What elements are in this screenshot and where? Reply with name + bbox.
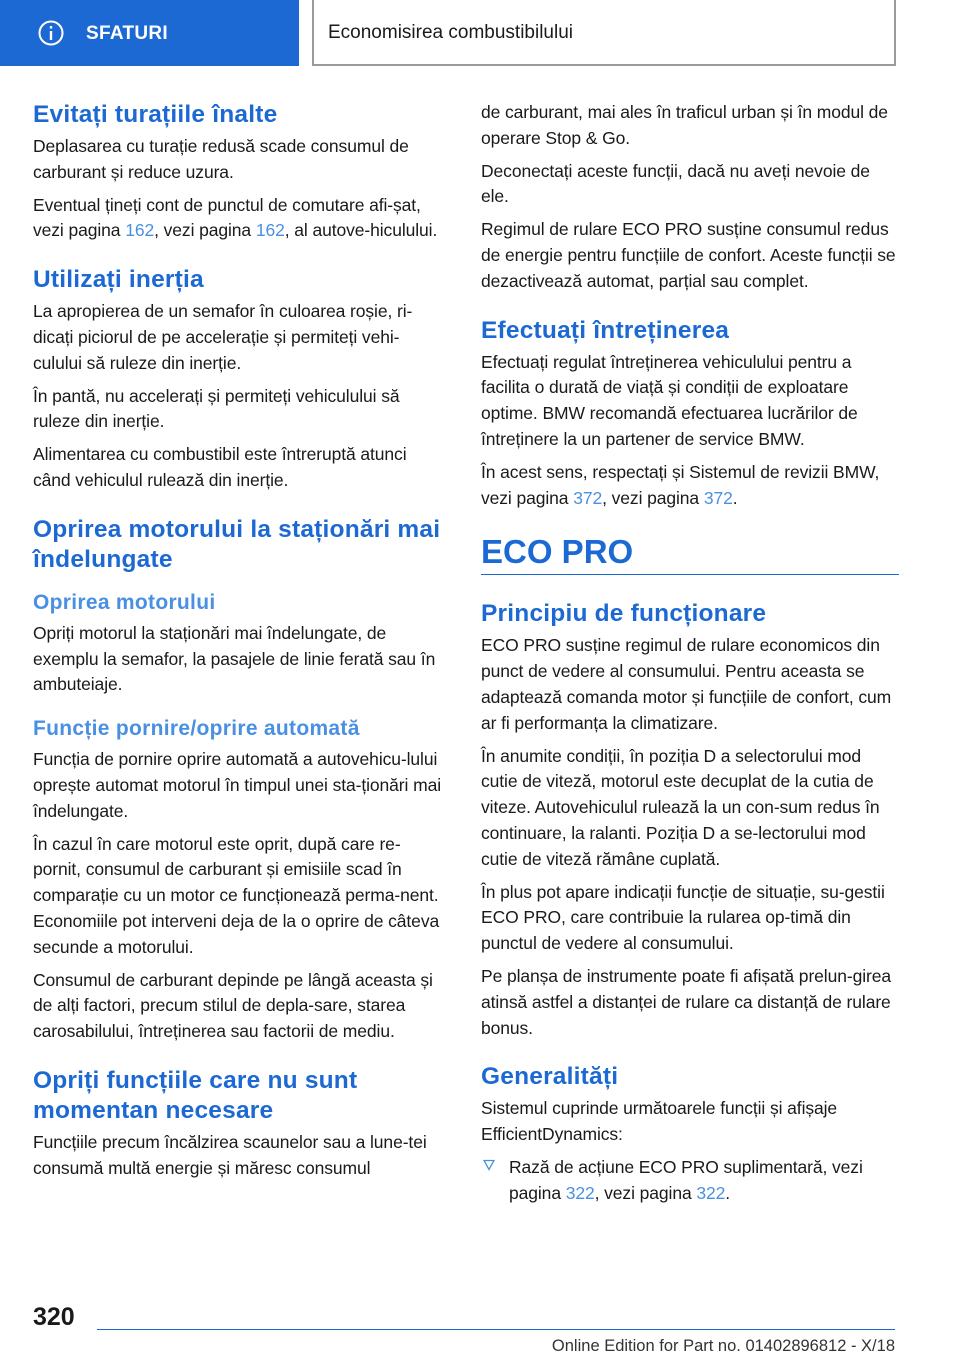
heading-eco-pro: ECO PRO (481, 533, 634, 571)
subheading-functie-pornire-oprire: Funcție pornire/oprire automată (33, 717, 360, 741)
left-column (33, 100, 448, 1189)
heading-generalitati: Generalități (481, 1063, 619, 1091)
right-column (481, 100, 899, 1214)
paragraph: Alimentarea cu combustibil este întreruptă atunci când vehiculul rulează din inerție. (33, 444, 407, 490)
heading-oprirea-motorului-stationari: Oprirea motorului la staționări mai îndelungate (33, 515, 441, 573)
text: Eventual țineți cont de punctul de comutare afi-șat, vezi pagina (33, 194, 421, 241)
paragraph: În anumite condiții, în poziția D a selectorului mod cutie de viteză, motorul este decuplat de la cutia de viteze. Autovehiculul rulează la un con-sum redus în continuare, la ralanti. Poziția D a se-lectorului mod cutie de viteză rămâne cuplată. (481, 745, 880, 869)
text: , vezi pagina (594, 1182, 697, 1203)
subheading-oprirea-motorului: Oprirea motorului (33, 590, 216, 614)
page-link[interactable]: 162 (255, 220, 285, 241)
paragraph: În pantă, nu accelerați și permiteți vehiculului să ruleze din inerție. (33, 385, 400, 432)
heading-principiu-de-functionare: Principiu de funcționare (481, 600, 767, 628)
text: , al autove-hiculului. (284, 220, 438, 241)
page-header (0, 0, 960, 66)
page-link[interactable]: 322 (696, 1182, 726, 1203)
footer-divider (97, 1329, 895, 1330)
page-link[interactable]: 322 (565, 1182, 595, 1203)
chapter-title: Economisirea combustibilului (328, 22, 573, 43)
paragraph: Efectuați regulat întreținerea vehiculului pentru a facilita o durată de viață și condiții de exploatare optime. BMW recomandă efectuarea lucrărilor de întreținere la un partener de service BMW. (481, 351, 858, 449)
paragraph: Sistemul cuprinde următoarele funcții și afișaje EfficientDynamics: (481, 1098, 838, 1145)
heading-utilizati-inertia: Utilizați inerția (33, 266, 204, 294)
paragraph: ECO PRO susține regimul de rulare economicos din punct de vedere al consumului. Pentru aceasta se adaptează comanda motor și funcțiile de confort, cum ar fi performanța la climatizare. (481, 635, 892, 733)
paragraph: Consumul de carburant depinde pe lângă aceasta și de alți factori, precum stilul de depla-sare, starea carosabilului, întreținerea sau factorii de mediu. (33, 969, 433, 1042)
chapter-title-box (312, 0, 896, 66)
page-link[interactable]: 372 (703, 487, 733, 508)
heading-opriti-functiile: Opriți funcțiile care nu sunt momentan necesare (33, 1066, 358, 1124)
page-link[interactable]: 372 (573, 487, 603, 508)
text: În acest sens, respectați și Sistemul de revizii BMW, vezi pagina (481, 461, 880, 508)
text: Rază de acțiune ECO PRO suplimentară, vezi pagina (509, 1156, 863, 1203)
paragraph: Funcția de pornire oprire automată a autovehicu-lului oprește automat motorul în timpul unei sta-ționări mai îndelungate. (33, 749, 441, 821)
page-number: 320 (33, 1303, 75, 1331)
paragraph (481, 460, 899, 512)
heading-evitati-turatiile: Evitați turațiile înalte (33, 101, 278, 128)
list-item (481, 1155, 899, 1207)
text: , vezi pagina (602, 487, 704, 508)
paragraph: Opriți motorul la staționări mai îndelungate, de exemplu la semafor, la pasajele de linie ferată sau în ambuteiaje. (33, 622, 436, 695)
paragraph (33, 193, 448, 245)
paragraph: În cazul în care motorul este oprit, după care re-pornit, consumul de carburant și emisiile scad în comparație cu un motor ce funcționează perma-nent. Economiile pot interveni deja de la o oprire de câteva secunde a motorului. (33, 833, 440, 957)
paragraph: În plus pot apare indicații funcție de situație, su-gestii ECO PRO, care contribuie la rularea op-timă din punctul de vedere al consumului. (481, 881, 885, 954)
paragraph: Pe planșa de instrumente poate fi afișată prelun-girea atinsă astfel a distanței de rulare ca distanță de rulare bonus. (481, 965, 891, 1038)
section-heading-eco-pro-block (481, 532, 899, 575)
text: , vezi pagina (154, 220, 256, 241)
footer-edition-text: Online Edition for Part no. 01402896812 - X/18 (551, 1337, 895, 1355)
text: . (725, 1182, 731, 1203)
page-link[interactable]: 162 (125, 220, 155, 241)
section-tab (0, 0, 299, 66)
paragraph: La apropierea de un semafor în culoarea roșie, ri-dicați piciorul de pe accelerație și permiteți vehi-culului să ruleze din inerție. (33, 301, 413, 373)
paragraph: Funcțiile precum încălzirea scaunelor sau a lune-tei consumă multă energie și măresc consumul (33, 1131, 427, 1178)
info-icon (38, 20, 64, 46)
paragraph: Deplasarea cu turație redusă scade consumul de carburant și reduce uzura. (33, 136, 409, 182)
paragraph: Regimul de rulare ECO PRO susține consumul redus de energie pentru funcțiile de confort. Aceste funcții se dezactivează automat, parțial sau complet. (481, 219, 896, 291)
heading-efectuati-intretinerea: Efectuați întreținerea (481, 316, 730, 344)
paragraph: de carburant, mai ales în traficul urban și în modul de operare Stop & Go. (481, 102, 888, 148)
triangle-bullet-icon (483, 1159, 495, 1171)
text: . (732, 487, 738, 508)
paragraph: Deconectați aceste funcții, dacă nu aveți nevoie de ele. (481, 160, 870, 207)
section-tab-label: SFATURI (86, 23, 168, 44)
